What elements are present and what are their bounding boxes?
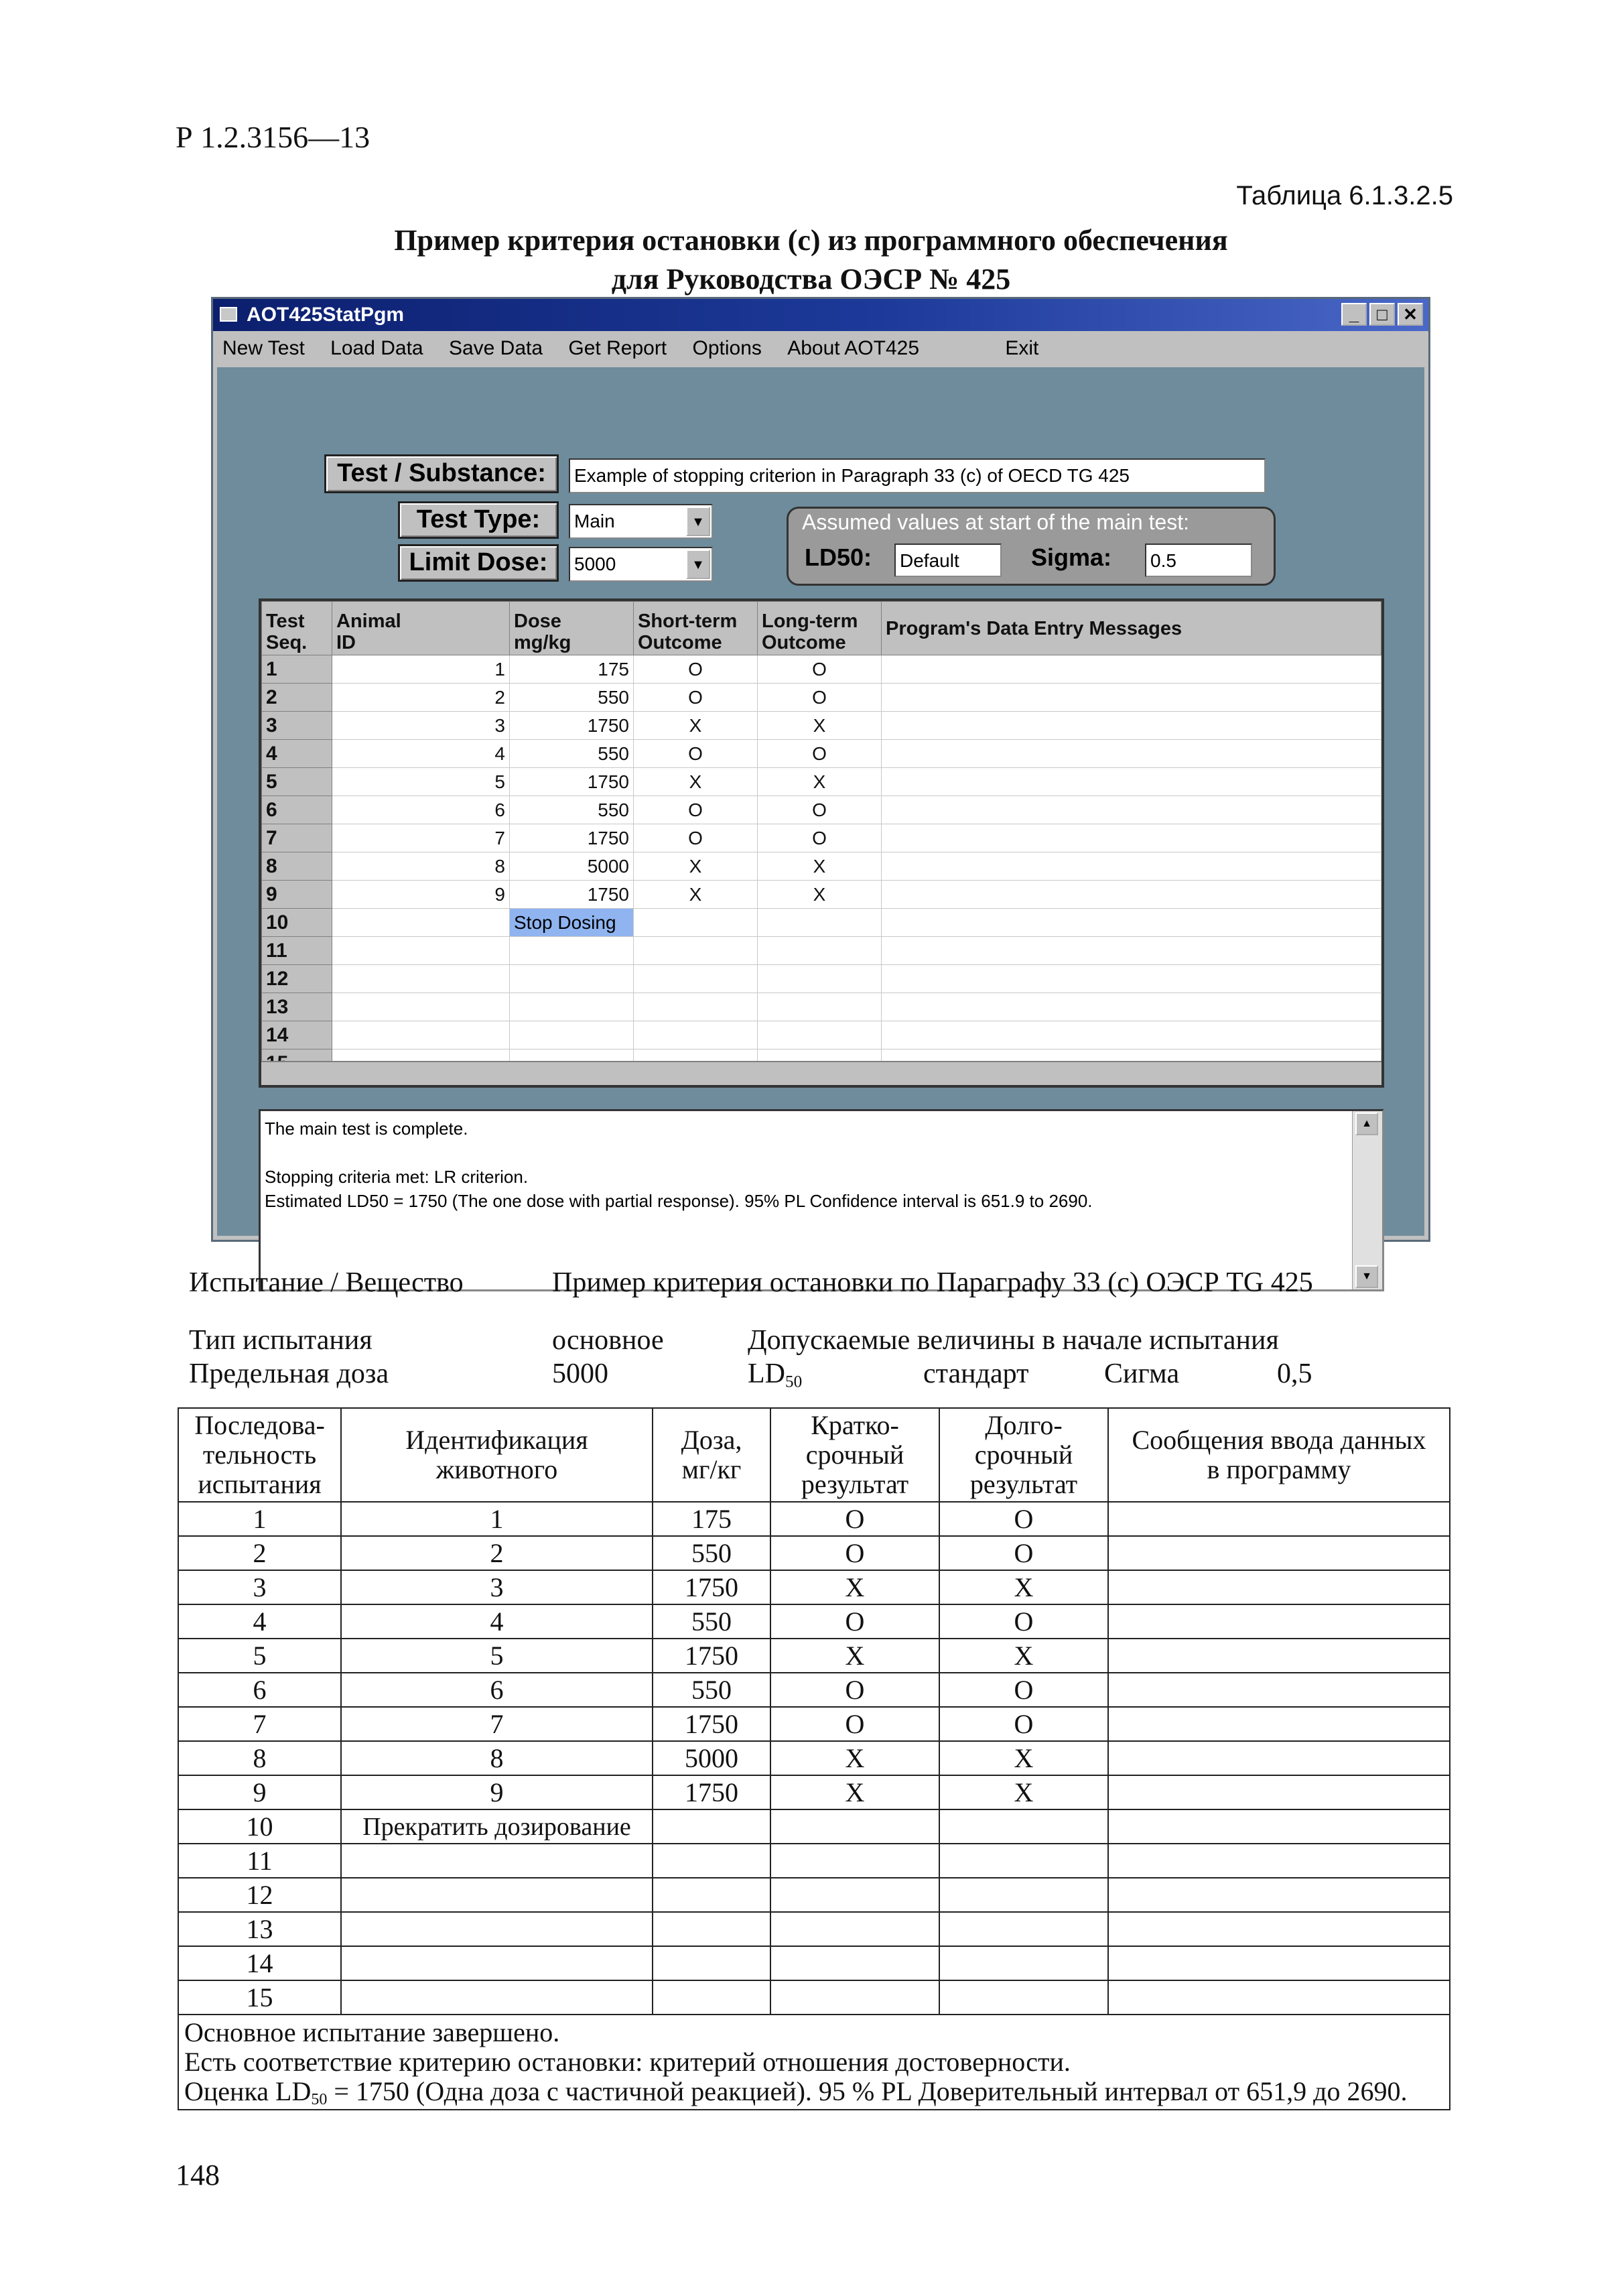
ru-cell-dose: 550	[653, 1536, 770, 1570]
grid-cell-short-term[interactable]: O	[634, 655, 758, 684]
grid-cell-long-term[interactable]: X	[758, 712, 882, 740]
grid-cell-dose[interactable]: 1750	[510, 712, 634, 740]
ru-ld50-value: стандарт	[923, 1358, 1029, 1389]
ru-cell-short	[770, 1878, 939, 1912]
grid-row[interactable]	[262, 965, 1381, 993]
ru-cell-seq: 9	[178, 1775, 341, 1809]
title-line-1: Пример критерия остановки (c) из программного обеспечения	[394, 224, 1228, 257]
ld50-label: LD50:	[805, 544, 872, 571]
grid-cell-short-term[interactable]: X	[634, 712, 758, 740]
maximize-button[interactable]: □	[1369, 303, 1395, 326]
ru-cell-dose: 550	[653, 1604, 770, 1639]
app-icon	[220, 307, 237, 322]
grid-cell-seq[interactable]: 14	[262, 1021, 332, 1049]
ru-cell-long	[939, 1912, 1108, 1946]
menu-new-test[interactable]: New Test	[222, 337, 305, 359]
ru-cell-long: O	[939, 1707, 1108, 1741]
ru-footer-line: Есть соответствие критерию остановки: критерий отношения достоверности.	[184, 2047, 1071, 2077]
ru-col-header-dose: Доза, мг/кг	[653, 1408, 770, 1502]
col-header-short-term: Short-term Outcome	[634, 602, 758, 655]
ru-cell-message	[1108, 1604, 1450, 1639]
ru-cell-dose	[653, 1844, 770, 1878]
ru-cell-short: O	[770, 1707, 939, 1741]
table-number: Таблица 6.1.3.2.5	[1236, 181, 1453, 210]
col-header-long-term: Long-term Outcome	[758, 602, 882, 655]
grid-row[interactable]	[262, 768, 1381, 796]
ld50-input[interactable]: Default	[894, 544, 1002, 577]
message-line: Stopping criteria met: LR criterion.	[265, 1167, 529, 1187]
ru-col-header-messages: Сообщения ввода данных в программу	[1108, 1408, 1450, 1502]
grid-cell-animal-id[interactable]: 4	[332, 740, 510, 768]
grid-header-row	[262, 602, 1381, 655]
grid-cell-seq[interactable]: 6	[262, 796, 332, 824]
grid-cell-message[interactable]	[882, 740, 1381, 768]
messages-textarea[interactable]	[259, 1109, 1384, 1291]
ru-cell-short	[770, 1809, 939, 1844]
ru-cell-message	[1108, 1912, 1450, 1946]
ru-cell-seq: 2	[178, 1536, 341, 1570]
window-controls	[1341, 303, 1423, 326]
grid-cell-animal-id[interactable]	[332, 965, 510, 993]
menu-about[interactable]: About AOT425	[787, 337, 920, 359]
limit-dose-label: Limit Dose:	[398, 544, 559, 582]
grid-cell-long-term[interactable]: O	[758, 655, 882, 684]
ru-ld50-label: $LD_{50}$	[748, 1358, 803, 1391]
grid-cell-message[interactable]	[882, 993, 1381, 1021]
grid-row[interactable]	[262, 852, 1381, 881]
grid-cell-long-term[interactable]: O	[758, 740, 882, 768]
ru-table-row	[178, 1775, 1450, 1809]
grid-cell-seq[interactable]: 12	[262, 965, 332, 993]
ru-cell-long	[939, 1980, 1108, 2015]
ru-table-row	[178, 1536, 1450, 1570]
ru-table-row	[178, 1912, 1450, 1946]
ru-table-row	[178, 1741, 1450, 1775]
scroll-up-icon[interactable]: ▲	[1355, 1112, 1378, 1135]
client-area	[217, 367, 1424, 1282]
window-title: AOT425StatPgm	[247, 304, 405, 326]
ru-cell-message	[1108, 1741, 1450, 1775]
ru-test-type-value: основное	[552, 1325, 664, 1356]
message-line: The main test is complete.	[265, 1119, 468, 1139]
ru-cell-short: O	[770, 1502, 939, 1536]
grid-horizontal-scrollbar[interactable]	[261, 1061, 1381, 1085]
ru-cell-dose	[653, 1809, 770, 1844]
ru-cell-animal-id	[341, 1980, 653, 2015]
grid-cell-short-term[interactable]: O	[634, 740, 758, 768]
grid-row[interactable]	[262, 796, 1381, 824]
grid-cell-short-term[interactable]: O	[634, 796, 758, 824]
grid-cell-message[interactable]	[882, 852, 1381, 881]
ru-cell-seq: 8	[178, 1741, 341, 1775]
ru-header-row	[178, 1408, 1450, 1502]
grid-row[interactable]	[262, 993, 1381, 1021]
ru-cell-long	[939, 1946, 1108, 1980]
ru-table-row	[178, 1844, 1450, 1878]
ru-table-row	[178, 1639, 1450, 1673]
ru-table-row	[178, 1809, 1450, 1844]
grid-cell-dose[interactable]: 175	[510, 655, 634, 684]
ru-cell-animal-id: 7	[341, 1707, 653, 1741]
grid-cell-long-term[interactable]	[758, 909, 882, 937]
col-header-messages: Program's Data Entry Messages	[882, 602, 1381, 655]
grid-cell-long-term[interactable]: O	[758, 684, 882, 712]
ru-footer-line: Основное испытание завершено.	[184, 2017, 560, 2047]
grid-cell-animal-id[interactable]	[332, 1021, 510, 1049]
col-header-animal-id: Animal ID	[332, 602, 510, 655]
ru-footer-row	[178, 2015, 1450, 2110]
ru-cell-animal-id: 1	[341, 1502, 653, 1536]
ru-table-row	[178, 1502, 1450, 1536]
ru-cell-animal-id	[341, 1946, 653, 1980]
ru-cell-seq: 12	[178, 1878, 341, 1912]
grid-cell-animal-id[interactable]: 3	[332, 712, 510, 740]
ru-cell-seq: 14	[178, 1946, 341, 1980]
menu-load-data[interactable]: Load Data	[330, 337, 423, 359]
app-window	[211, 297, 1430, 1282]
ru-table-row	[178, 1570, 1450, 1604]
grid-cell-dose[interactable]: 1750	[510, 881, 634, 909]
ru-cell-short	[770, 1844, 939, 1878]
grid-cell-animal-id[interactable]: 2	[332, 684, 510, 712]
ru-sigma-value: 0,5	[1277, 1358, 1312, 1389]
ru-cell-long	[939, 1844, 1108, 1878]
grid-cell-short-term[interactable]: X	[634, 768, 758, 796]
grid-row[interactable]	[262, 881, 1381, 909]
ru-cell-animal-id: 4	[341, 1604, 653, 1639]
grid-cell-short-term[interactable]	[634, 909, 758, 937]
chevron-down-icon[interactable]: ▼	[686, 507, 710, 536]
ru-assumed-caption: Допускаемые величины в начале испытания	[748, 1325, 1279, 1356]
grid-cell-seq[interactable]: 11	[262, 937, 332, 965]
grid-cell-long-term[interactable]: X	[758, 852, 882, 881]
grid-cell-dose[interactable]	[510, 993, 634, 1021]
grid-cell-message[interactable]	[882, 937, 1381, 965]
grid-cell-message[interactable]	[882, 684, 1381, 712]
ru-cell-seq: 11	[178, 1844, 341, 1878]
grid-row[interactable]	[262, 684, 1381, 712]
ru-cell-dose	[653, 1980, 770, 2015]
close-button[interactable]: ✕	[1398, 303, 1423, 326]
ru-col-header-animal: Идентификация животного	[341, 1408, 653, 1502]
ru-cell-seq: 3	[178, 1570, 341, 1604]
grid-cell-short-term[interactable]: X	[634, 852, 758, 881]
ru-cell-animal-id	[341, 1912, 653, 1946]
grid-cell-message[interactable]	[882, 824, 1381, 852]
grid-cell-seq[interactable]: 13	[262, 993, 332, 1021]
ru-table-row	[178, 1673, 1450, 1707]
grid-row[interactable]	[262, 937, 1381, 965]
grid-cell-seq[interactable]: 4	[262, 740, 332, 768]
ru-cell-dose: 1750	[653, 1570, 770, 1604]
ru-cell-long: X	[939, 1775, 1108, 1809]
ru-cell-animal-id: Прекратить дозирование	[341, 1809, 653, 1844]
menu-save-data[interactable]: Save Data	[448, 337, 543, 359]
ru-limit-dose-value: 5000	[552, 1358, 608, 1389]
ru-col-header-short: Кратко- срочный результат	[770, 1408, 939, 1502]
menu-options[interactable]: Options	[692, 337, 762, 359]
grid-cell-dose[interactable]	[510, 965, 634, 993]
ru-cell-long: O	[939, 1673, 1108, 1707]
grid-cell-animal-id[interactable]: 9	[332, 881, 510, 909]
ru-cell-dose	[653, 1878, 770, 1912]
grid-cell-short-term[interactable]	[634, 937, 758, 965]
grid-cell-dose[interactable]	[510, 937, 634, 965]
ru-cell-animal-id: 2	[341, 1536, 653, 1570]
ru-cell-long: O	[939, 1604, 1108, 1639]
grid-cell-animal-id[interactable]: 8	[332, 852, 510, 881]
grid-cell-seq[interactable]: 5	[262, 768, 332, 796]
ru-cell-seq: 1	[178, 1502, 341, 1536]
menu-get-report[interactable]: Get Report	[568, 337, 667, 359]
limit-dose-value: 5000	[574, 554, 616, 574]
ru-cell-short	[770, 1980, 939, 2015]
ru-cell-message	[1108, 1707, 1450, 1741]
menu-exit[interactable]: Exit	[1005, 337, 1039, 359]
grid-cell-seq[interactable]: 10	[262, 909, 332, 937]
ru-table-row	[178, 1604, 1450, 1639]
ru-cell-dose: 550	[653, 1673, 770, 1707]
title-line-2: для Руководства ОЭСР № 425	[611, 263, 1011, 296]
ru-cell-seq: 15	[178, 1980, 341, 2015]
grid-cell-long-term[interactable]: X	[758, 881, 882, 909]
ru-data-table	[178, 1407, 1450, 2110]
ru-cell-animal-id	[341, 1878, 653, 1912]
ru-table-row	[178, 1878, 1450, 1912]
ru-col-header-long: Долго- срочный результат	[939, 1408, 1108, 1502]
grid-row[interactable]	[262, 824, 1381, 852]
ru-cell-short: X	[770, 1775, 939, 1809]
grid-cell-animal-id[interactable]	[332, 909, 510, 937]
data-grid[interactable]	[259, 598, 1384, 1088]
menu-bar	[213, 331, 1428, 366]
ru-cell-short	[770, 1912, 939, 1946]
grid-cell-dose[interactable]: 550	[510, 740, 634, 768]
message-line	[265, 1141, 1342, 1165]
grid-row[interactable]	[262, 909, 1381, 937]
grid-cell-dose[interactable]: Stop Dosing	[510, 909, 634, 937]
ru-cell-animal-id: 5	[341, 1639, 653, 1673]
test-substance-label: Test / Substance:	[324, 454, 559, 493]
ru-cell-animal-id	[341, 1844, 653, 1878]
grid-row[interactable]	[262, 655, 1381, 684]
ru-footer-line: Оценка $LD_{50} = 1750$ (Одна доза с частичной реакцией). 95 % PL Доверительный интервал от 651,9 до 2690.	[184, 2076, 1408, 2108]
grid-cell-message[interactable]	[882, 655, 1381, 684]
grid-cell-long-term[interactable]: X	[758, 768, 882, 796]
grid-cell-seq[interactable]: 1	[262, 655, 332, 684]
ru-cell-dose: 1750	[653, 1639, 770, 1673]
ru-cell-dose: 5000	[653, 1741, 770, 1775]
grid-cell-animal-id[interactable]	[332, 993, 510, 1021]
ru-footer-messages	[178, 2015, 1450, 2110]
grid-cell-animal-id[interactable]: 6	[332, 796, 510, 824]
ru-cell-animal-id: 8	[341, 1741, 653, 1775]
ru-table-row	[178, 1707, 1450, 1741]
grid-cell-message[interactable]	[882, 1021, 1381, 1049]
grid-cell-long-term[interactable]	[758, 993, 882, 1021]
ru-cell-message	[1108, 1980, 1450, 2015]
ru-col-header-seq: Последова- тельность испытания	[178, 1408, 341, 1502]
ru-cell-message	[1108, 1946, 1450, 1980]
page-number: 148	[176, 2159, 220, 2191]
document-code: Р 1.2.3156—13	[176, 120, 370, 154]
ru-cell-long: X	[939, 1639, 1108, 1673]
grid-cell-short-term[interactable]: O	[634, 684, 758, 712]
ru-cell-dose: 1750	[653, 1775, 770, 1809]
ru-cell-short: O	[770, 1604, 939, 1639]
ru-table-row	[178, 1980, 1450, 2015]
ru-cell-message	[1108, 1673, 1450, 1707]
grid-cell-dose[interactable]: 1750	[510, 824, 634, 852]
grid-cell-long-term[interactable]	[758, 965, 882, 993]
ru-cell-long: X	[939, 1570, 1108, 1604]
grid-cell-seq[interactable]: 3	[262, 712, 332, 740]
ru-cell-seq: 10	[178, 1809, 341, 1844]
ru-cell-animal-id: 9	[341, 1775, 653, 1809]
ru-cell-long: X	[939, 1741, 1108, 1775]
ru-cell-seq: 13	[178, 1912, 341, 1946]
ru-cell-animal-id: 3	[341, 1570, 653, 1604]
grid-cell-seq[interactable]: 9	[262, 881, 332, 909]
message-line: Estimated LD50 = 1750 (The one dose with partial response). 95% PL Confidence interval is 651.9 to 2690.	[265, 1191, 1093, 1211]
ru-test-substance-label: Испытание / Вещество	[189, 1267, 464, 1298]
sigma-input[interactable]: 0.5	[1145, 544, 1252, 577]
test-type-select[interactable]	[569, 504, 713, 539]
grid-row[interactable]	[262, 740, 1381, 768]
ru-cell-message	[1108, 1844, 1450, 1878]
grid-cell-short-term[interactable]: O	[634, 824, 758, 852]
ru-test-substance-value: Пример критерия остановки по Параграфу 33 (с) ОЭСР TG 425	[552, 1267, 1313, 1298]
ru-cell-message	[1108, 1639, 1450, 1673]
title-bar	[213, 299, 1428, 331]
ru-cell-short: O	[770, 1673, 939, 1707]
ru-cell-long: O	[939, 1536, 1108, 1570]
ru-cell-message	[1108, 1502, 1450, 1536]
grid-row[interactable]	[262, 1021, 1381, 1049]
ru-sigma-label: Сигма	[1104, 1358, 1180, 1389]
ru-table-row	[178, 1946, 1450, 1980]
grid-cell-animal-id[interactable]: 5	[332, 768, 510, 796]
grid-cell-short-term[interactable]: X	[634, 881, 758, 909]
grid-cell-message[interactable]	[882, 712, 1381, 740]
grid-cell-dose[interactable]: 1750	[510, 768, 634, 796]
grid-cell-long-term[interactable]: O	[758, 824, 882, 852]
ru-cell-dose: 175	[653, 1502, 770, 1536]
grid-row[interactable]	[262, 712, 1381, 740]
grid-cell-seq[interactable]: 8	[262, 852, 332, 881]
ru-limit-dose-label: Предельная доза	[189, 1358, 389, 1389]
ru-cell-seq: 4	[178, 1604, 341, 1639]
grid-cell-short-term[interactable]	[634, 1021, 758, 1049]
ru-cell-seq: 5	[178, 1639, 341, 1673]
grid-cell-message[interactable]	[882, 768, 1381, 796]
ru-cell-message	[1108, 1878, 1450, 1912]
col-header-test-seq: Test Seq.	[262, 602, 332, 655]
grid-cell-message[interactable]	[882, 909, 1381, 937]
ru-cell-long	[939, 1878, 1108, 1912]
grid-cell-long-term[interactable]: O	[758, 796, 882, 824]
grid-cell-dose[interactable]	[510, 1021, 634, 1049]
grid-cell-dose[interactable]: 550	[510, 796, 634, 824]
ru-cell-dose: 1750	[653, 1707, 770, 1741]
grid-cell-animal-id[interactable]	[332, 937, 510, 965]
ru-cell-seq: 7	[178, 1707, 341, 1741]
grid-cell-long-term[interactable]	[758, 1021, 882, 1049]
ru-cell-short: X	[770, 1741, 939, 1775]
grid-cell-short-term[interactable]	[634, 965, 758, 993]
grid-cell-seq[interactable]: 7	[262, 824, 332, 852]
grid-cell-message[interactable]	[882, 965, 1381, 993]
ru-cell-short: O	[770, 1536, 939, 1570]
grid-cell-seq[interactable]: 2	[262, 684, 332, 712]
test-type-label: Test Type:	[398, 501, 559, 539]
ru-cell-seq: 6	[178, 1673, 341, 1707]
ru-cell-animal-id: 6	[341, 1673, 653, 1707]
grid-cell-animal-id[interactable]: 7	[332, 824, 510, 852]
grid-cell-long-term[interactable]	[758, 937, 882, 965]
assumed-values-caption: Assumed values at start of the main test:	[802, 510, 1190, 534]
messages-scrollbar[interactable]	[1352, 1111, 1382, 1289]
ru-cell-long: O	[939, 1502, 1108, 1536]
sigma-label: Sigma:	[1031, 544, 1112, 571]
ru-cell-short: X	[770, 1639, 939, 1673]
grid-cell-message[interactable]	[882, 881, 1381, 909]
assumed-values-panel	[787, 507, 1276, 586]
scroll-down-icon[interactable]: ▼	[1355, 1265, 1378, 1288]
ru-cell-message	[1108, 1570, 1450, 1604]
grid-cell-dose[interactable]: 5000	[510, 852, 634, 881]
grid-cell-animal-id[interactable]: 1	[332, 655, 510, 684]
col-header-dose: Dose mg/kg	[510, 602, 634, 655]
ru-cell-short	[770, 1946, 939, 1980]
grid-cell-message[interactable]	[882, 796, 1381, 824]
test-type-value: Main	[574, 511, 615, 531]
document-title	[0, 221, 1622, 299]
ru-cell-dose	[653, 1946, 770, 1980]
ru-test-type-label: Тип испытания	[189, 1325, 373, 1356]
grid-cell-short-term[interactable]	[634, 993, 758, 1021]
limit-dose-select[interactable]	[569, 547, 713, 582]
chevron-down-icon[interactable]: ▼	[686, 550, 710, 579]
test-substance-input[interactable]: Example of stopping criterion in Paragraph 33 (c) of OECD TG 425	[569, 458, 1266, 493]
minimize-button[interactable]: _	[1341, 303, 1367, 326]
ru-cell-message	[1108, 1775, 1450, 1809]
ru-cell-dose	[653, 1912, 770, 1946]
ru-cell-message	[1108, 1809, 1450, 1844]
ru-cell-short: X	[770, 1570, 939, 1604]
grid-cell-dose[interactable]: 550	[510, 684, 634, 712]
ru-cell-message	[1108, 1536, 1450, 1570]
ru-cell-long	[939, 1809, 1108, 1844]
